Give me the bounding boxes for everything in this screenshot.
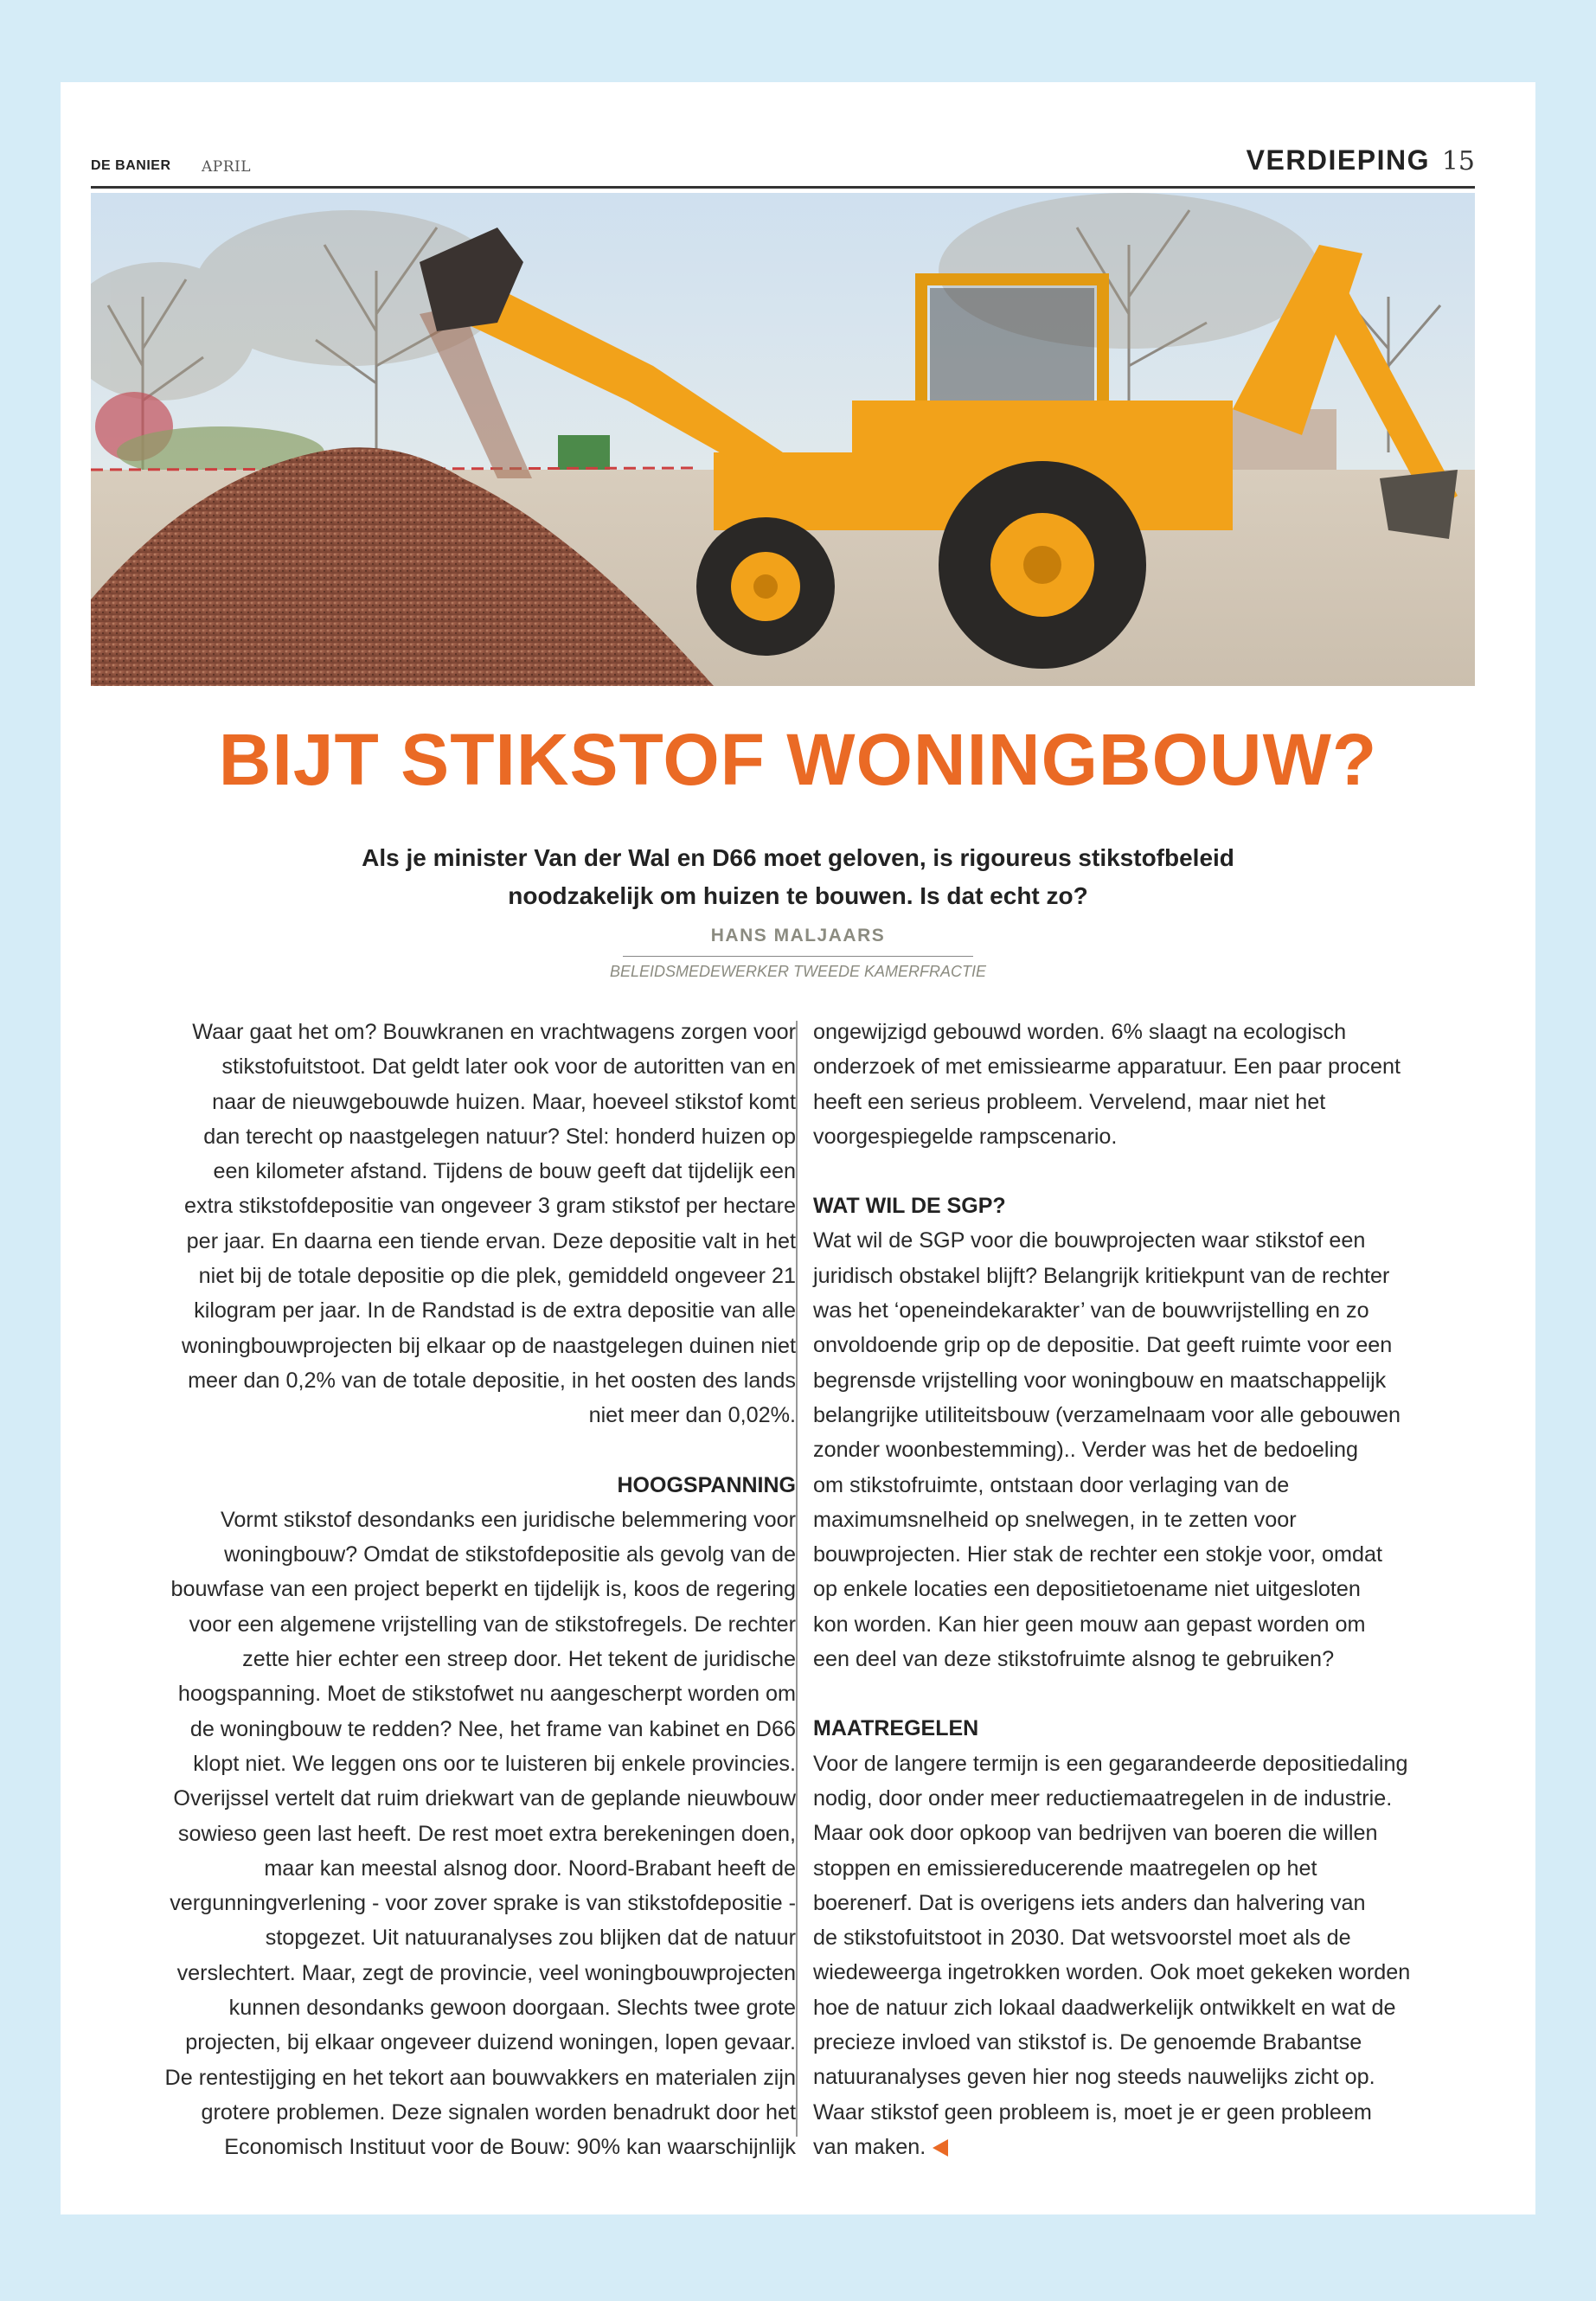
text-line: zette hier echter een streep door. Het tekent de juridische: [242, 1647, 796, 1672]
spacer: [813, 1154, 1531, 1189]
text-line: boerenerf. Dat is overigens iets anders dan halvering van: [813, 1890, 1366, 1915]
text-line: niet bij de totale depositie op die plek, gemiddeld ongeveer 21: [198, 1264, 796, 1289]
text-line: De rentestijging en het tekort aan bouwvakkers en materialen zijn: [164, 2065, 796, 2090]
text-line: Wat wil de SGP voor die bouwprojecten waar stikstof een: [813, 1228, 1366, 1253]
text-line: hoe de natuur zich lokaal daadwerkelijk ontwikkelt en wat de: [813, 1995, 1396, 2020]
section-heading-hoogspanning: HOOGSPANNING: [617, 1472, 796, 1497]
left-column: [108, 1015, 796, 2165]
text-line: extra stikstofdepositie van ongeveer 3 gram stikstof per hectare: [183, 1194, 796, 1219]
text-line: juridisch obstakel blijft? Belangrijk kritiekpunt van de rechter: [813, 1263, 1390, 1288]
page-header: [91, 143, 1475, 186]
text-line: woningbouw? Omdat de stikstofdepositie als gevolg van de: [224, 1542, 796, 1567]
paragraph: [813, 1223, 1531, 1676]
section-label: VERDIEPING: [1246, 144, 1430, 176]
text-line: maximumsnelheid op snelwegen, in te zetten voor: [813, 1507, 1297, 1532]
text-line: ongewijzigd gebouwd worden. 6% slaagt na ecologisch: [813, 1020, 1347, 1044]
text-line: Maar ook door opkoop van bedrijven van boeren die willen: [813, 1821, 1378, 1846]
text-line: stikstofuitstoot. Dat geldt later ook voor de autoritten van en: [221, 1054, 796, 1080]
paragraph: [813, 1747, 1531, 2165]
section-heading-maatregelen: MAATREGELEN: [813, 1716, 979, 1741]
text-line: klopt niet. We leggen ons oor te luisteren bij enkele provincies.: [193, 1751, 796, 1776]
text-line: voor een algemene vrijstelling van de stikstofregels. De rechter: [189, 1612, 796, 1637]
text-line: verslechtert. Maar, zegt de provincie, veel woningbouwprojecten: [176, 1960, 796, 1985]
text-line: vergunningverlening - voor zover sprake is van stikstofdepositie -: [170, 1891, 796, 1916]
text-line: om stikstofruimte, ontstaan door verlaging van de: [813, 1472, 1290, 1497]
text-line: hoogspanning. Moet de stikstofwet nu aangescherpt worden om: [177, 1682, 796, 1707]
text-line: bouwfase van een project beperkt en tijdelijk is, koos de regering: [170, 1577, 796, 1602]
right-column: [813, 1015, 1531, 2164]
subtitle-line: Als je minister Van der Wal en D66 moet geloven, is rigoureus stikstofbeleid: [362, 844, 1234, 871]
publication-name: DE BANIER: [91, 158, 171, 173]
author-rule: [623, 956, 973, 957]
text-line: onvoldoende grip op de depositie. Dat geeft ruimte voor een: [813, 1333, 1393, 1358]
column-divider: [796, 1021, 798, 2137]
text-line: sowieso geen last heeft. De rest moet extra berekeningen doen,: [177, 1821, 796, 1846]
text-line: dan terecht op naastgelegen natuur? Stel: honderd huizen op: [203, 1124, 796, 1149]
paragraph: [108, 1503, 796, 2165]
text-line: nodig, door onder meer reductiemaatregelen in de industrie.: [813, 1785, 1393, 1811]
text-line: grotere problemen. Deze signalen worden benadrukt door het: [201, 2099, 796, 2125]
text-line: onderzoek of met emissiearme apparatuur. Een paar procent: [813, 1054, 1401, 1080]
text-line: natuuranalyses geven hier nog steeds nauwelijks zicht op.: [813, 2065, 1375, 2090]
text-line: bouwprojecten. Hier stak de rechter een stokje voor, omdat: [813, 1542, 1383, 1567]
text-line: heeft een serieus probleem. Vervelend, maar niet het: [813, 1089, 1326, 1114]
author-role: BELEIDSMEDEWERKER TWEEDE KAMERFRACTIE: [609, 963, 987, 980]
header-rule: [91, 186, 1475, 189]
text-line: naar de nieuwgebouwde huizen. Maar, hoeveel stikstof komt: [212, 1089, 796, 1114]
subtitle-line: noodzakelijk om huizen te bouwen. Is dat echt zo?: [508, 882, 1088, 909]
text-line: per jaar. En daarna een tiende ervan. Deze depositie valt in het: [186, 1228, 796, 1253]
issue-month: APRIL: [202, 158, 252, 176]
text-line-content: van maken.: [813, 2134, 926, 2159]
text-line: maar kan meestal alsnog door. Noord-Brabant heeft de: [264, 1856, 796, 1881]
text-line: Waar gaat het om? Bouwkranen en vrachtwagens zorgen voor: [192, 1020, 796, 1044]
text-line: Waar stikstof geen probleem is, moet je er geen probleem: [813, 2099, 1372, 2125]
text-line: Vormt stikstof desondanks een juridische belemmering voor: [221, 1507, 796, 1532]
text-line: kon worden. Kan hier geen mouw aan gepast worden om: [813, 1612, 1366, 1637]
text-line: wiedeweerga ingetrokken worden. Ook moet gekeken worden: [813, 1960, 1411, 1985]
text-line: precieze invloed van stikstof is. De genoemde Brabantse: [813, 2030, 1362, 2055]
text-line: kilogram per jaar. In de Randstad is de extra depositie van alle: [194, 1298, 796, 1324]
text-line: een deel van deze stikstofruimte alsnog te gebruiken?: [813, 1647, 1335, 1672]
text-line: zonder woonbestemming).. Verder was het de bedoeling: [813, 1438, 1359, 1463]
text-line: de woningbouw te redden? Nee, het frame van kabinet en D66: [189, 1716, 796, 1741]
text-line: Overijssel vertelt dat ruim driekwart van de geplande nieuwbouw: [173, 1786, 796, 1811]
text-line: belangrijke utiliteitsbouw (verzamelnaam voor alle gebouwen: [813, 1402, 1401, 1427]
text-line: Economisch Instituut voor de Bouw: 90% kan waarschijnlijk: [224, 2135, 796, 2160]
text-line: woningbouwprojecten bij elkaar op de naastgelegen duinen niet: [182, 1333, 796, 1358]
backhoe-photo-illustration: [91, 193, 1475, 686]
end-of-article-arrow-icon: [933, 2139, 948, 2157]
text-line: begrensde vrijstelling voor woningbouw en maatschappelijk: [813, 1368, 1387, 1393]
section-heading-wat-wil-de-sgp: WAT WIL DE SGP?: [813, 1194, 1006, 1219]
text-line: kunnen desondanks gewoon doorgaan. Slechts twee grote: [228, 1996, 796, 2021]
paragraph: [108, 1015, 796, 1433]
text-line: voorgespiegelde rampscenario.: [813, 1124, 1118, 1149]
text-line: Voor de langere termijn is een gegarandeerde depositiedaling: [813, 1751, 1408, 1776]
paragraph: [813, 1015, 1531, 1154]
author-name: HANS MALJAARS: [710, 926, 886, 945]
text-line: niet meer dan 0,02%.: [588, 1403, 796, 1428]
text-line: stopgezet. Uit natuuranalyses zou blijken dat de natuur: [265, 1926, 796, 1951]
text-line: de stikstofuitstoot in 2030. Dat wetsvoorstel moet als de: [813, 1926, 1351, 1951]
text-line: stoppen en emissiereducerende maatregelen op het: [813, 1856, 1317, 1881]
article-title: BIJT STIKSTOF WONINGBOUW?: [218, 719, 1378, 800]
text-line: [813, 2130, 1531, 2164]
text-line: was het ‘openeindekarakter’ van de bouwvrijstelling en zo: [813, 1298, 1369, 1324]
text-line: meer dan 0,2% van de totale depositie, in het oosten des lands: [188, 1368, 796, 1393]
article-photo: [91, 193, 1475, 686]
page-number: 15: [1441, 146, 1475, 176]
spacer: [108, 1433, 796, 1468]
article-subtitle: [61, 839, 1535, 915]
spacer: [813, 1676, 1531, 1711]
text-line: projecten, bij elkaar ongeveer duizend woningen, lopen gevaar.: [185, 2030, 796, 2055]
magazine-page: [61, 82, 1535, 2214]
text-line: een kilometer afstand. Tijdens de bouw geeft dat tijdelijk een: [213, 1159, 796, 1184]
text-line: op enkele locaties een depositietoename niet uitgesloten: [813, 1577, 1361, 1602]
